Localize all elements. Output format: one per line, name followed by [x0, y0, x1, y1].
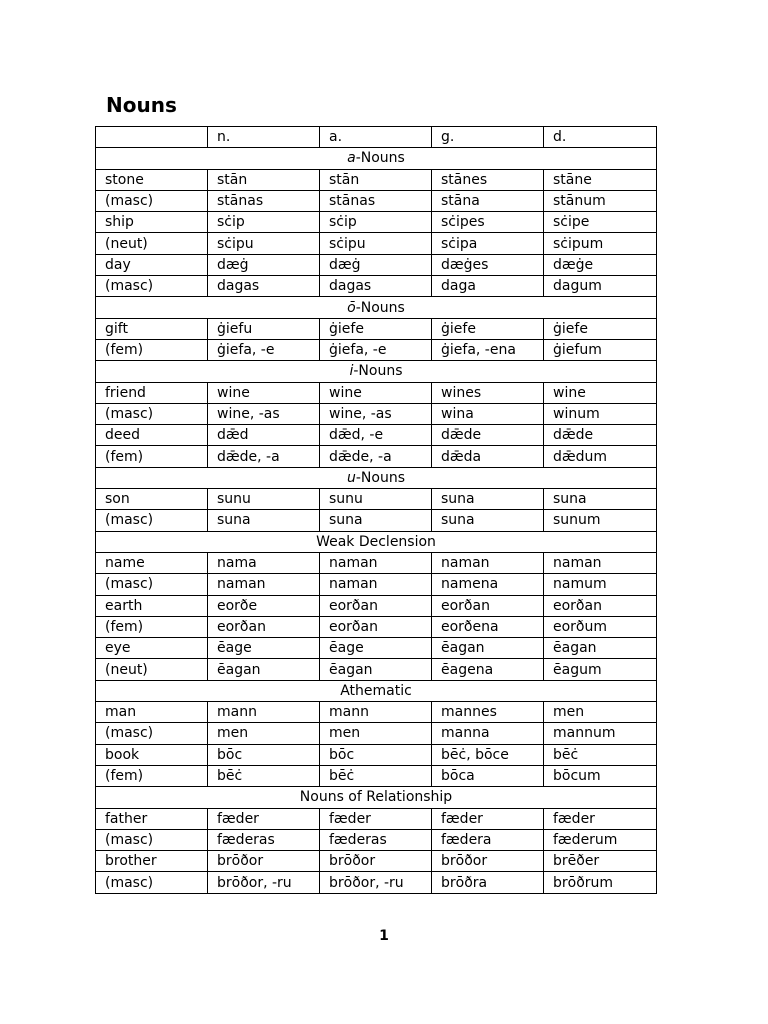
noun-form-cell: sunu	[208, 489, 320, 510]
table-row	[96, 212, 657, 233]
column-header: d.	[544, 127, 657, 148]
noun-form-cell: suna	[544, 489, 657, 510]
noun-form-cell: eorðan	[544, 595, 657, 616]
noun-gloss-cell: (masc)	[96, 510, 208, 531]
noun-form-cell: suna	[432, 489, 544, 510]
section-heading-label: -Nouns	[353, 363, 403, 380]
section-heading-label: Athematic	[340, 682, 412, 699]
noun-form-cell: naman	[320, 574, 432, 595]
noun-form-cell: namena	[432, 574, 544, 595]
noun-form-cell: dǣde	[432, 425, 544, 446]
noun-form-cell: ēage	[208, 638, 320, 659]
noun-form-cell: sċipa	[432, 233, 544, 254]
table-row	[96, 638, 657, 659]
noun-form-cell: naman	[208, 574, 320, 595]
noun-form-cell: dæġe	[544, 254, 657, 275]
noun-form-cell: suna	[208, 510, 320, 531]
noun-form-cell: brōðor, -ru	[208, 872, 320, 893]
section-heading-row	[96, 787, 657, 808]
noun-form-cell: stān	[320, 169, 432, 190]
noun-form-cell: fæderas	[208, 829, 320, 850]
noun-form-cell: brēðer	[544, 851, 657, 872]
section-heading-row	[96, 680, 657, 701]
noun-gloss-cell: (fem)	[96, 339, 208, 360]
noun-form-cell: sunum	[544, 510, 657, 531]
noun-form-cell: sċipes	[432, 212, 544, 233]
section-heading-row	[96, 297, 657, 318]
noun-gloss-cell: (masc)	[96, 190, 208, 211]
noun-gloss-cell: day	[96, 254, 208, 275]
table-row	[96, 552, 657, 573]
noun-gloss-cell: earth	[96, 595, 208, 616]
section-heading	[96, 148, 657, 169]
noun-gloss-cell: brother	[96, 851, 208, 872]
noun-form-cell: ēage	[320, 638, 432, 659]
noun-form-cell: ġiefa, -e	[208, 339, 320, 360]
column-header: n.	[208, 127, 320, 148]
noun-form-cell: stānes	[432, 169, 544, 190]
noun-form-cell: manna	[432, 723, 544, 744]
noun-form-cell: sunu	[320, 489, 432, 510]
table-row	[96, 723, 657, 744]
noun-form-cell: naman	[432, 552, 544, 573]
noun-form-cell: eorðum	[544, 616, 657, 637]
noun-gloss-cell: book	[96, 744, 208, 765]
noun-form-cell: fæderum	[544, 829, 657, 850]
noun-form-cell: dǣd, -e	[320, 425, 432, 446]
page-title: Nouns	[106, 93, 177, 117]
noun-form-cell: wine	[544, 382, 657, 403]
noun-form-cell: winum	[544, 403, 657, 424]
noun-form-cell: eorðe	[208, 595, 320, 616]
section-heading-row	[96, 361, 657, 382]
noun-form-cell: naman	[544, 552, 657, 573]
noun-form-cell: ġiefe	[320, 318, 432, 339]
table-row	[96, 276, 657, 297]
section-heading-stem: a	[347, 150, 356, 167]
section-heading	[96, 680, 657, 701]
section-heading	[96, 787, 657, 808]
table-row	[96, 233, 657, 254]
noun-form-cell: dæġes	[432, 254, 544, 275]
noun-form-cell: wine	[320, 382, 432, 403]
noun-gloss-cell: (neut)	[96, 233, 208, 254]
noun-form-cell: dǣd	[208, 425, 320, 446]
noun-form-cell: bōc	[320, 744, 432, 765]
noun-gloss-cell: friend	[96, 382, 208, 403]
noun-gloss-cell: son	[96, 489, 208, 510]
noun-form-cell: eorðan	[320, 595, 432, 616]
noun-gloss-cell: (masc)	[96, 403, 208, 424]
noun-form-cell: ēagan	[544, 638, 657, 659]
table-row	[96, 425, 657, 446]
table-row	[96, 595, 657, 616]
noun-form-cell: dǣde, -a	[320, 446, 432, 467]
noun-form-cell: fæder	[208, 808, 320, 829]
noun-form-cell: nama	[208, 552, 320, 573]
noun-form-cell: ġiefu	[208, 318, 320, 339]
noun-gloss-cell: gift	[96, 318, 208, 339]
table-row	[96, 489, 657, 510]
noun-form-cell: sċip	[208, 212, 320, 233]
noun-form-cell: wina	[432, 403, 544, 424]
noun-gloss-cell: father	[96, 808, 208, 829]
table-row	[96, 190, 657, 211]
table-row	[96, 510, 657, 531]
noun-form-cell: brōðrum	[544, 872, 657, 893]
noun-gloss-cell: (masc)	[96, 574, 208, 595]
noun-form-cell: ēagum	[544, 659, 657, 680]
noun-gloss-cell: (masc)	[96, 276, 208, 297]
table-row	[96, 574, 657, 595]
noun-form-cell: fæderas	[320, 829, 432, 850]
noun-form-cell: wine	[208, 382, 320, 403]
noun-form-cell: suna	[432, 510, 544, 531]
noun-form-cell: wines	[432, 382, 544, 403]
noun-form-cell: mannes	[432, 702, 544, 723]
noun-form-cell: ēagan	[320, 659, 432, 680]
noun-form-cell: suna	[320, 510, 432, 531]
noun-form-cell: men	[208, 723, 320, 744]
table-row	[96, 851, 657, 872]
noun-form-cell: fæder	[432, 808, 544, 829]
noun-gloss-cell: (neut)	[96, 659, 208, 680]
table-row	[96, 744, 657, 765]
section-heading-stem: i	[349, 363, 354, 380]
section-heading	[96, 297, 657, 318]
noun-form-cell: brōðra	[432, 872, 544, 893]
noun-form-cell: sċipe	[544, 212, 657, 233]
section-heading-label: Nouns of Relationship	[299, 789, 453, 806]
noun-gloss-cell: stone	[96, 169, 208, 190]
table-row	[96, 254, 657, 275]
noun-form-cell: sċipu	[208, 233, 320, 254]
noun-form-cell: mann	[208, 702, 320, 723]
noun-form-cell: stān	[208, 169, 320, 190]
noun-form-cell: brōðor	[432, 851, 544, 872]
noun-form-cell: stāne	[544, 169, 657, 190]
column-header	[96, 127, 208, 148]
noun-gloss-cell: ship	[96, 212, 208, 233]
noun-declension-table	[95, 126, 657, 894]
noun-form-cell: dǣdum	[544, 446, 657, 467]
section-heading-row	[96, 467, 657, 488]
noun-form-cell: eorðan	[208, 616, 320, 637]
table-row	[96, 702, 657, 723]
noun-form-cell: ġiefa, -ena	[432, 339, 544, 360]
noun-form-cell: sċipum	[544, 233, 657, 254]
page-number: 1	[379, 928, 389, 944]
noun-form-cell: bōc	[208, 744, 320, 765]
noun-form-cell: bēċ	[208, 765, 320, 786]
noun-gloss-cell: man	[96, 702, 208, 723]
noun-form-cell: fæder	[544, 808, 657, 829]
noun-form-cell: bōcum	[544, 765, 657, 786]
noun-form-cell: ġiefe	[544, 318, 657, 339]
noun-form-cell: bēċ, bōce	[432, 744, 544, 765]
noun-form-cell: men	[544, 702, 657, 723]
noun-form-cell: wine, -as	[208, 403, 320, 424]
table-row	[96, 765, 657, 786]
noun-form-cell: dǣde	[544, 425, 657, 446]
section-heading-label: Weak Declension	[316, 533, 436, 550]
section-heading-stem: ō	[347, 299, 356, 316]
section-heading-row	[96, 148, 657, 169]
noun-form-cell: sċip	[320, 212, 432, 233]
noun-gloss-cell: (fem)	[96, 616, 208, 637]
noun-form-cell: bōca	[432, 765, 544, 786]
section-heading	[96, 531, 657, 552]
noun-form-cell: ēagena	[432, 659, 544, 680]
noun-form-cell: dǣda	[432, 446, 544, 467]
table-row	[96, 382, 657, 403]
noun-form-cell: brōðor	[208, 851, 320, 872]
table-row	[96, 169, 657, 190]
noun-form-cell: stāna	[432, 190, 544, 211]
noun-form-cell: bēċ	[544, 744, 657, 765]
noun-form-cell: daga	[432, 276, 544, 297]
noun-gloss-cell: (fem)	[96, 765, 208, 786]
noun-gloss-cell: eye	[96, 638, 208, 659]
noun-gloss-cell: (masc)	[96, 723, 208, 744]
noun-form-cell: naman	[320, 552, 432, 573]
noun-form-cell: eorðan	[432, 595, 544, 616]
noun-form-cell: sċipu	[320, 233, 432, 254]
noun-form-cell: dagum	[544, 276, 657, 297]
noun-form-cell: dǣde, -a	[208, 446, 320, 467]
noun-form-cell: dagas	[320, 276, 432, 297]
noun-form-cell: ēagan	[208, 659, 320, 680]
noun-form-cell: dæġ	[320, 254, 432, 275]
noun-form-cell: brōðor, -ru	[320, 872, 432, 893]
table-header-row	[96, 127, 657, 148]
noun-gloss-cell: (fem)	[96, 446, 208, 467]
table-row	[96, 318, 657, 339]
noun-form-cell: ēagan	[432, 638, 544, 659]
noun-form-cell: fæder	[320, 808, 432, 829]
noun-form-cell: namum	[544, 574, 657, 595]
table-row	[96, 339, 657, 360]
noun-form-cell: stānas	[208, 190, 320, 211]
noun-form-cell: fædera	[432, 829, 544, 850]
noun-form-cell: dagas	[208, 276, 320, 297]
column-header: g.	[432, 127, 544, 148]
noun-form-cell: ġiefum	[544, 339, 657, 360]
table-row	[96, 659, 657, 680]
section-heading-label: -Nouns	[355, 469, 405, 486]
section-heading	[96, 361, 657, 382]
table-row	[96, 829, 657, 850]
noun-form-cell: brōðor	[320, 851, 432, 872]
table-row	[96, 403, 657, 424]
noun-gloss-cell: (masc)	[96, 872, 208, 893]
noun-form-cell: stānum	[544, 190, 657, 211]
table-row	[96, 808, 657, 829]
section-heading-row	[96, 531, 657, 552]
noun-form-cell: mann	[320, 702, 432, 723]
noun-form-cell: stānas	[320, 190, 432, 211]
noun-form-cell: mannum	[544, 723, 657, 744]
noun-gloss-cell: (masc)	[96, 829, 208, 850]
section-heading-label: -Nouns	[355, 299, 405, 316]
section-heading-stem: u	[346, 469, 356, 486]
noun-form-cell: ġiefe	[432, 318, 544, 339]
table-row	[96, 446, 657, 467]
noun-form-cell: ġiefa, -e	[320, 339, 432, 360]
table-row	[96, 872, 657, 893]
noun-form-cell: bēċ	[320, 765, 432, 786]
noun-gloss-cell: deed	[96, 425, 208, 446]
noun-form-cell: eorðena	[432, 616, 544, 637]
noun-form-cell: men	[320, 723, 432, 744]
noun-form-cell: eorðan	[320, 616, 432, 637]
section-heading-label: -Nouns	[355, 150, 405, 167]
column-header: a.	[320, 127, 432, 148]
noun-gloss-cell: name	[96, 552, 208, 573]
table-row	[96, 616, 657, 637]
noun-form-cell: dæġ	[208, 254, 320, 275]
section-heading	[96, 467, 657, 488]
noun-form-cell: wine, -as	[320, 403, 432, 424]
